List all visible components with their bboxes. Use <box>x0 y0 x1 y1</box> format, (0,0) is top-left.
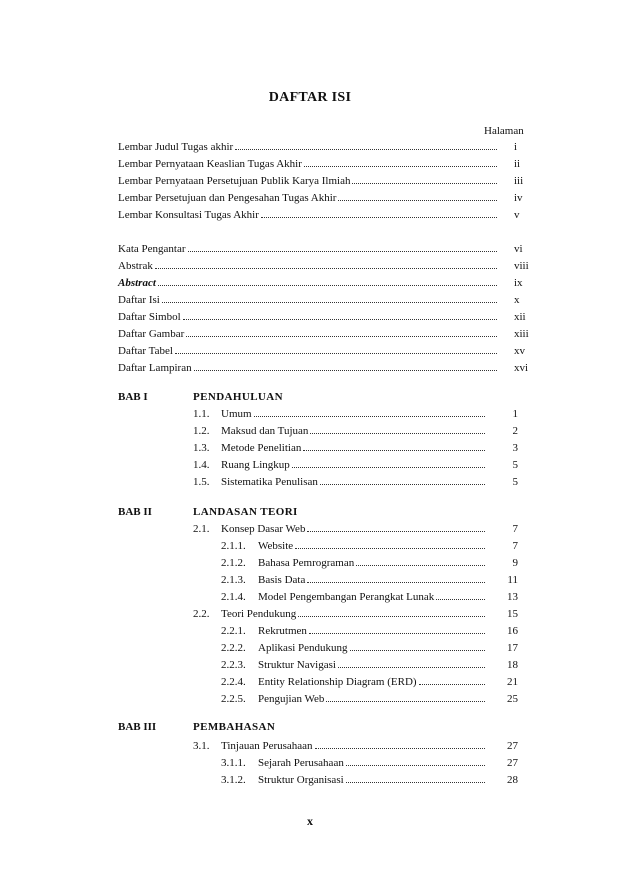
toc-entry[interactable] <box>118 156 530 170</box>
toc-entry[interactable] <box>258 657 518 671</box>
leader-dots <box>310 433 485 434</box>
toc-entry-label <box>118 277 156 289</box>
leader-dots <box>292 467 485 468</box>
leader-dots <box>338 200 497 201</box>
toc-entry-label: Daftar Tabel <box>118 345 173 357</box>
toc-entry[interactable] <box>118 326 530 340</box>
leader-dots <box>326 701 485 702</box>
toc-entry[interactable] <box>258 640 518 654</box>
chapter-title: PENDAHULUAN <box>193 391 283 403</box>
leader-dots <box>183 319 497 320</box>
toc-entry[interactable] <box>258 538 518 552</box>
toc-entry[interactable] <box>221 440 518 454</box>
leader-dots <box>436 599 485 600</box>
toc-entry-label: Teori Pendukung <box>221 608 297 620</box>
subsection-number: 2.1.3. <box>221 574 246 586</box>
toc-entry-page: 16 <box>507 625 518 637</box>
toc-entry[interactable] <box>221 521 518 535</box>
leader-dots <box>186 336 497 337</box>
subsection-number: 3.1.1. <box>221 757 246 769</box>
toc-entry-page: ix <box>514 277 523 289</box>
leader-dots <box>155 268 497 269</box>
toc-entry-label: Lembar Judul Tugas akhir <box>118 141 234 153</box>
section-number: 1.1. <box>193 408 210 420</box>
leader-dots <box>309 633 485 634</box>
toc-entry-page: 13 <box>507 591 518 603</box>
subsection-number: 2.2.5. <box>221 693 246 705</box>
toc-entry-label: Bahasa Pemrograman <box>258 557 355 569</box>
toc-entry-page: 25 <box>507 693 518 705</box>
leader-dots <box>352 183 497 184</box>
leader-dots <box>346 765 485 766</box>
toc-entry-page: 17 <box>507 642 518 654</box>
toc-entry[interactable] <box>221 457 518 471</box>
toc-entry-label: Rekrutmen <box>258 625 307 637</box>
toc-entry-page: xiii <box>514 328 529 340</box>
leader-dots <box>315 748 485 749</box>
toc-entry-label: Metode Penelitian <box>221 442 302 454</box>
leader-dots <box>298 616 485 617</box>
toc-entry[interactable] <box>118 360 530 374</box>
subsection-number: 2.2.4. <box>221 676 246 688</box>
section-number: 3.1. <box>193 740 210 752</box>
toc-entry[interactable] <box>258 572 518 586</box>
subsection-number: 3.1.2. <box>221 774 246 786</box>
toc-entry-label: Lembar Pernyataan Persetujuan Publik Karya Ilmiah <box>118 175 351 187</box>
leader-dots <box>307 531 485 532</box>
toc-entry[interactable] <box>118 343 530 357</box>
section-number: 1.3. <box>193 442 210 454</box>
leader-dots <box>307 582 485 583</box>
toc-entry[interactable] <box>118 139 530 153</box>
page-number: x <box>307 814 313 828</box>
section-number: 1.4. <box>193 459 210 471</box>
toc-entry-label: Pengujian Web <box>258 693 325 705</box>
section-number: 2.1. <box>193 523 210 535</box>
leader-dots <box>194 370 497 371</box>
toc-entry[interactable] <box>118 258 530 272</box>
toc-entry-label: Lembar Pernyataan Keaslian Tugas Akhir <box>118 158 302 170</box>
toc-entry-page: iv <box>514 192 523 204</box>
section-number: 2.2. <box>193 608 210 620</box>
toc-entry-page: xv <box>514 345 525 357</box>
toc-entry[interactable] <box>118 309 530 323</box>
toc-entry-page: 27 <box>507 757 518 769</box>
toc-entry-label: Aplikasi Pendukung <box>258 642 348 654</box>
toc-entry[interactable] <box>258 555 518 569</box>
chapter-label: BAB I <box>118 391 148 403</box>
section-number: 1.5. <box>193 476 210 488</box>
toc-entry-page: 7 <box>512 540 518 552</box>
toc-entry-page: 2 <box>512 425 518 437</box>
toc-entry[interactable] <box>118 292 530 306</box>
toc-entry-label: Basis Data <box>258 574 306 586</box>
toc-entry-page: xii <box>514 311 526 323</box>
toc-entry[interactable] <box>258 623 518 637</box>
toc-entry-label-italic: Abstract <box>118 277 156 289</box>
toc-entry-page: 15 <box>507 608 518 620</box>
leader-dots <box>303 450 485 451</box>
page-column-header: Halaman <box>484 125 524 137</box>
toc-entry-label: Umum <box>221 408 252 420</box>
leader-dots <box>158 285 497 286</box>
subsection-number: 2.1.1. <box>221 540 246 552</box>
toc-entry-label: Abstrak <box>118 260 153 272</box>
toc-entry-label: Ruang Lingkup <box>221 459 290 471</box>
toc-entry-page: viii <box>514 260 529 272</box>
toc-entry[interactable] <box>221 738 518 752</box>
leader-dots <box>346 782 485 783</box>
toc-entry-page: 1 <box>512 408 518 420</box>
toc-entry[interactable] <box>221 406 518 420</box>
toc-entry-page: iii <box>514 175 524 187</box>
toc-entry-page: 27 <box>507 740 518 752</box>
subsection-number: 2.2.3. <box>221 659 246 671</box>
leader-dots <box>304 166 497 167</box>
toc-entry[interactable] <box>221 474 518 488</box>
toc-entry-label: Daftar Isi <box>118 294 160 306</box>
toc-entry-label: Sistematika Penulisan <box>221 476 318 488</box>
toc-entry-page: 3 <box>512 442 518 454</box>
leader-dots <box>350 650 485 651</box>
toc-entry-page: 9 <box>512 557 518 569</box>
toc-entry[interactable] <box>221 606 518 620</box>
chapter-title: PEMBAHASAN <box>193 721 276 733</box>
leader-dots <box>188 251 498 252</box>
toc-entry-page: xvi <box>514 362 529 374</box>
toc-entry[interactable] <box>118 207 530 221</box>
toc-entry[interactable] <box>258 589 518 603</box>
toc-entry-page: 7 <box>512 523 518 535</box>
subsection-number: 2.1.4. <box>221 591 246 603</box>
toc-entry-page: x <box>514 294 520 306</box>
toc-entry-label: Konsep Dasar Web <box>221 523 306 535</box>
page-title: DAFTAR ISI <box>268 90 352 105</box>
leader-dots <box>320 484 485 485</box>
subsection-number: 2.1.2. <box>221 557 246 569</box>
toc-entry-label: Daftar Simbol <box>118 311 181 323</box>
toc-entry[interactable] <box>118 241 530 255</box>
leader-dots <box>235 149 497 150</box>
toc-entry[interactable] <box>118 190 530 204</box>
toc-entry-label: Struktur Navigasi <box>258 659 336 671</box>
toc-entry-page: 21 <box>507 676 518 688</box>
toc-entry[interactable] <box>118 173 530 187</box>
leader-dots <box>295 548 485 549</box>
leader-dots <box>175 353 497 354</box>
toc-entry[interactable] <box>258 674 518 688</box>
toc-entry-label: Daftar Lampiran <box>118 362 192 374</box>
toc-entry-label: Lembar Konsultasi Tugas Akhir <box>118 209 259 221</box>
chapter-label: BAB III <box>118 721 157 733</box>
toc-entry-label: Lembar Persetujuan dan Pengesahan Tugas Akhir <box>118 192 337 204</box>
chapter-label: BAB II <box>118 506 152 518</box>
leader-dots <box>254 416 485 417</box>
leader-dots <box>419 684 485 685</box>
toc-entry[interactable] <box>258 772 518 786</box>
toc-entry-label: Tinjauan Perusahaan <box>221 740 313 752</box>
toc-entry-page: 5 <box>512 459 518 471</box>
toc-entry-label: Struktur Organisasi <box>258 774 344 786</box>
section-number: 1.2. <box>193 425 210 437</box>
toc-entry-page: vi <box>514 243 523 255</box>
toc-entry-label: Sejarah Perusahaan <box>258 757 344 769</box>
toc-entry-page: i <box>514 141 518 153</box>
leader-dots <box>261 217 497 218</box>
leader-dots <box>162 302 497 303</box>
toc-entry-label: Maksud dan Tujuan <box>221 425 309 437</box>
toc-entry[interactable] <box>258 691 518 705</box>
leader-dots <box>338 667 485 668</box>
toc-entry-page: 18 <box>507 659 518 671</box>
toc-entry-page: 28 <box>507 774 518 786</box>
subsection-number: 2.2.1. <box>221 625 246 637</box>
chapter-title: LANDASAN TEORI <box>193 506 298 518</box>
toc-entry-label: Kata Pengantar <box>118 243 186 255</box>
toc-entry-page: ii <box>514 158 521 170</box>
toc-entry-label: Model Pengembangan Perangkat Lunak <box>258 591 435 603</box>
toc-entry-page: 11 <box>507 574 518 586</box>
toc-entry[interactable] <box>221 423 518 437</box>
toc-entry-page: v <box>514 209 520 221</box>
toc-entry[interactable] <box>118 275 530 289</box>
toc-entry-label: Daftar Gambar <box>118 328 185 340</box>
toc-entry-label: Entity Relationship Diagram (ERD) <box>258 676 417 688</box>
toc-entry-label: Website <box>258 540 294 552</box>
toc-entry-page: 5 <box>512 476 518 488</box>
subsection-number: 2.2.2. <box>221 642 246 654</box>
leader-dots <box>356 565 485 566</box>
toc-entry[interactable] <box>258 755 518 769</box>
